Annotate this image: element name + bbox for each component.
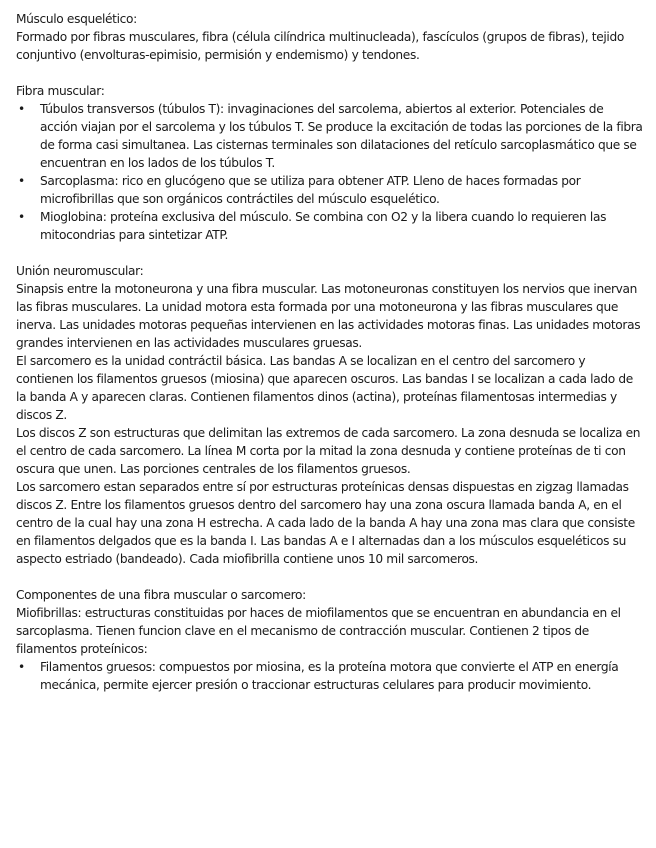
paragraph: Los discos Z son estructuras que delimitan las extremos de cada sarcomero. La zona desnuda se localiza en el centro de cada sarcomero. La línea M corta por la mitad la zona desnuda y contiene proteínas de ti con oscura que unen. Las porciones centrales de los filamentos gruesos. [16,426,641,476]
section-title: Componentes de una fibra muscular o sarcomero: [16,588,306,602]
list-item: • Sarcoplasma: rico en glucógeno que se utiliza para obtener ATP. Lleno de haces formadas por microfibrillas que son orgánicos contráctiles del músculo esquelético. [16,172,644,208]
paragraph: Los sarcomero estan separados entre sí por estructuras proteínicas densas dispuestas en zigzag llamadas discos Z. Entre los filamentos gruesos dentro del sarcomero hay una zona oscura llamada banda A, en el centro de la cual hay una zona H estrecha. A cada lado de la banda A hay una zona mas clara que consiste en filamentos delgados que es la banda I. Las bandas A e I alternadas dan a los músculos esqueléticos su aspecto estriado (bandeado). Cada miofibrilla contiene unos 10 mil sarcomeros. [16,480,635,566]
section-title: Fibra muscular: [16,84,105,98]
list-item: • Mioglobina: proteína exclusiva del músculo. Se combina con O2 y la libera cuando lo requieren las mitocondrias para sintetizar ATP. [16,208,644,244]
section-union-neuromuscular [16,262,644,568]
list-item: • Filamentos gruesos: compuestos por miosina, es la proteína motora que convierte el ATP en energía mecánica, permite ejercer presión o traccionar estructuras celulares para producir movimiento. [16,658,644,694]
paragraph: El sarcomero es la unidad contráctil básica. Las bandas A se localizan en el centro del sarcomero y contienen los filamentos gruesos (miosina) que aparecen oscuros. Las bandas I se localizan a cada lado de la banda A y aparecen claras. Contienen filamentos dinos (actina), proteínas filamentosas intermedias y discos Z. [16,354,633,422]
section-body: Miofibrillas: estructuras constituidas por haces de miofilamentos que se encuentran en abundancia en el sarcoplasma. Tienen funcion clave en el mecanismo de contracción muscular. Contienen 2 tipos de filamentos proteínicos: [16,606,621,656]
bullet-list [16,658,644,694]
section-title: Músculo esquelético: [16,12,137,26]
section-title: Unión neuromuscular: [16,264,144,278]
section-componentes [16,586,644,694]
bullet-list [16,100,644,244]
section-musculo-esqueletico [16,10,644,64]
paragraph: Sinapsis entre la motoneurona y una fibra muscular. Las motoneuronas constituyen los nervios que inervan las fibras musculares. La unidad motora esta formada por una motoneurona y las fibras musculares que inerva. Las unidades motoras pequeñas intervienen en las actividades motoras finas. Las unidades motoras grandes intervienen en las actividades musculares gruesas. [16,282,641,350]
section-body: Formado por fibras musculares, fibra (célula cilíndrica multinucleada), fascículos (grupos de fibras), tejido conjuntivo (envolturas-epimisio, permisión y endemismo) y tendones. [16,30,624,62]
list-item: • Túbulos transversos (túbulos T): invaginaciones del sarcolema, abiertos al exterior. Potenciales de acción viajan por el sarcolema y los túbulos T. Se produce la excitación de todas las porciones de la fibra de forma casi simultanea. Las cisternas terminales son dilataciones del retículo sarcoplasmático que se encuentran en los lados de los túbulos T. [16,100,644,172]
section-fibra-muscular [16,82,644,244]
